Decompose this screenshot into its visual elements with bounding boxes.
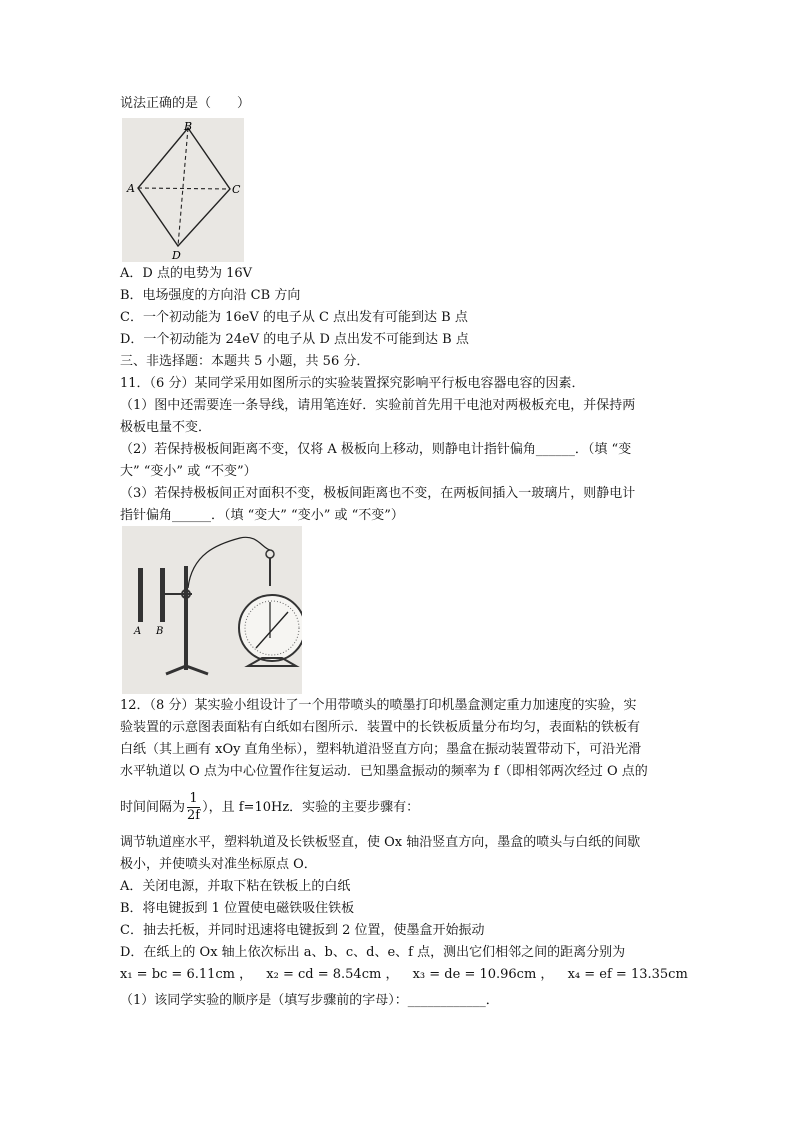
q12-line3: 白纸（其上画有 xOy 直角坐标），塑料轨道沿竖直方向；墨盒在振动装置带动下，可沿光滑 — [120, 742, 642, 757]
plate-a — [138, 568, 143, 622]
q12-step-c: C．抽去托板，并同时迅速将电键扳到 2 位置，使墨盒开始振动 — [120, 923, 485, 938]
q12-line5-pre: 时间间隔为 — [120, 800, 186, 815]
rhombus-outline — [138, 128, 230, 246]
q12-step-a: A．关闭电源，并取下粘在铁板上的白纸 — [120, 879, 351, 894]
measure-x1: x₁ = bc = 6.11cm ， — [120, 967, 253, 982]
q11-part1-line2: 极板电量不变． — [120, 420, 212, 435]
q11-part1-line1: （1）图中还需要连一条导线，请用笔连好．实验前首先用干电池对两极板充电，并保持两 — [120, 398, 636, 413]
plate-b-label: B — [156, 626, 164, 637]
q12-line2: 验装置的示意图表面粘有白纸如右图所示．装置中的长铁板质量分布均匀，表面粘的铁板有 — [120, 720, 641, 735]
q10-option-b: B．电场强度的方向沿 CB 方向 — [120, 288, 301, 303]
capacitor-apparatus-figure — [122, 526, 302, 694]
q12-line5-post: ），且 f=10Hz．实验的主要步骤有： — [202, 800, 420, 815]
q11-intro: 11．（6 分）某同学采用如图所示的实验装置探究影响平行板电容器电容的因素． — [120, 376, 585, 391]
electrometer-knob — [266, 550, 274, 558]
q12-line7: 极小，并使喷头对准坐标原点 O． — [120, 857, 317, 872]
rhombus-figure — [122, 118, 244, 262]
measure-x2: x₂ = cd = 8.54cm ， — [266, 967, 399, 982]
q12-line5 — [120, 790, 680, 826]
connecting-wire — [188, 537, 270, 588]
stand-rod — [184, 566, 188, 670]
section-heading: 三、非选择题：本题共 5 小题，共 56 分． — [120, 354, 370, 369]
q10-stem-end: 说法正确的是（ ） — [120, 96, 251, 111]
period-fraction — [187, 791, 200, 824]
label-b: B — [184, 120, 193, 133]
q11-part3-line2: 指针偏角______．（填 “变大” “变小” 或 “不变”） — [120, 508, 404, 523]
q12-line4: 水平轨道以 O 点为中心位置作往复运动．已知墨盒振动的频率为 f（即相邻两次经过 O 点的 — [120, 764, 648, 779]
q12-line6: 调节轨道座水平，塑料轨道及长铁板竖直，使 Ox 轴沿竖直方向，墨盒的喷头与白纸的间歇 — [120, 835, 641, 850]
q10-option-c: C．一个初动能为 16eV 的电子从 C 点出发有可能到达 B 点 — [120, 310, 468, 325]
q12-line1: 12．（8 分）某实验小组设计了一个用带喷头的喷墨打印机墨盒测定重力加速度的实验，实 — [120, 698, 637, 713]
fraction-denominator: 2f — [187, 808, 201, 823]
q12-step-b: B．将电键扳到 1 位置使电磁铁吸住铁板 — [120, 901, 355, 916]
label-a: A — [127, 182, 135, 195]
q12-subquestion-1: （1）该同学实验的顺序是（填写步骤前的字母）：____________． — [120, 993, 499, 1008]
q12-measurements — [120, 966, 698, 984]
q10-option-d: D．一个初动能为 24eV 的电子从 D 点出发不可能到达 B 点 — [120, 332, 469, 347]
measure-x4: x₄ = ef = 13.35cm — [567, 967, 688, 982]
diagonal-bd — [178, 128, 188, 246]
q11-part3-line1: （3）若保持极板间正对面积不变，极板间距离也不变，在两板间插入一玻璃片，则静电计 — [120, 486, 636, 501]
measure-x3: x₃ = de = 10.96cm ， — [412, 967, 554, 982]
label-d: D — [172, 249, 181, 262]
q11-part2-line2: 大” “变小” 或 “不变”） — [120, 464, 257, 479]
q11-part2-line1: （2）若保持极板间距离不变，仅将 A 极板向上移动，则静电计指针偏角______．（填 “变 — [120, 442, 632, 457]
q10-option-a: A．D 点的电势为 16V — [120, 266, 253, 281]
plate-a-label: A — [134, 626, 142, 637]
fraction-numerator: 1 — [187, 791, 200, 808]
diagonal-ac — [138, 188, 230, 189]
q12-step-d: D．在纸上的 Ox 轴上依次标出 a、b、c、d、e、f 点，测出它们相邻之间的距离分别为 — [120, 945, 626, 960]
label-c: C — [232, 183, 241, 196]
